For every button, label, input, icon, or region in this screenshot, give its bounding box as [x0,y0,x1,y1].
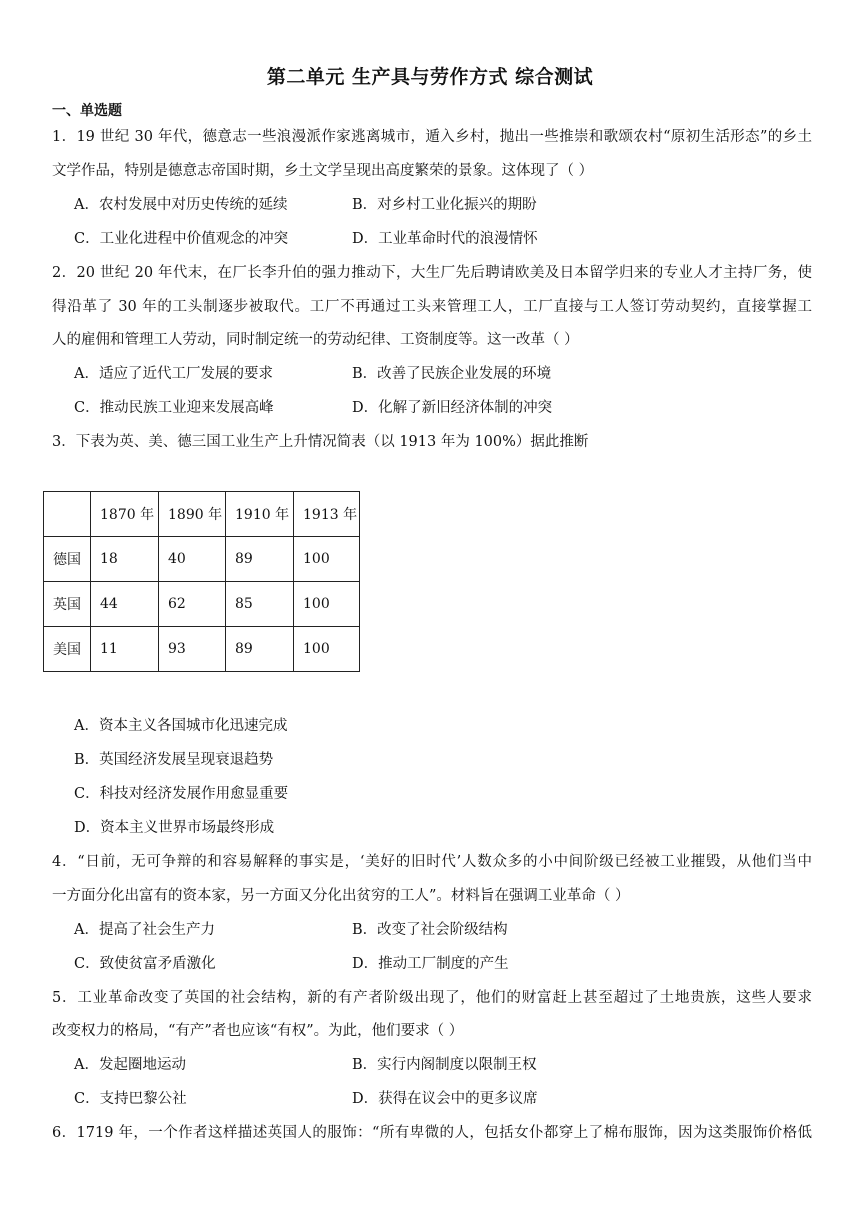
question-5-line-2: 改变权力的格局，“有产”者也应该“有权”。为此，他们要求（ ） [52,1023,464,1039]
table-cell: 40 [159,537,226,582]
question-3-option-c[interactable]: C．科技对经济发展作用愈显重要 [74,786,289,802]
table-header-cell: 1870 年 [91,492,159,537]
table-cell: 85 [226,582,294,627]
question-5-option-c[interactable]: C．支持巴黎公社 [74,1091,187,1107]
question-1-option-a[interactable]: A．农村发展中对历史传统的延续 [74,197,288,213]
table-cell: 62 [159,582,226,627]
table-header-row [44,492,360,537]
industrial-production-table [43,491,360,672]
question-1-option-b[interactable]: B．对乡村工业化振兴的期盼 [352,197,537,213]
question-2-option-c[interactable]: C．推动民族工业迎来发展高峰 [74,400,274,416]
table-cell: 美国 [44,627,91,672]
table-cell: 德国 [44,537,91,582]
question-1-line-2: 文学作品，特别是德意志帝国时期，乡土文学呈现出高度繁荣的景象。这体现了（ ） [52,163,594,179]
question-5-option-a[interactable]: A．发起圈地运动 [74,1057,186,1073]
table-row [44,537,360,582]
table-cell: 18 [91,537,159,582]
question-5-option-d[interactable]: D．获得在议会中的更多议席 [352,1091,538,1107]
table-cell: 100 [294,582,360,627]
question-2-option-b[interactable]: B．改善了民族企业发展的环境 [352,366,552,382]
question-1-line-1: 1．19 世纪 30 年代，德意志一些浪漫派作家逃离城市，遁入乡村，抛出一些推崇和歌颂农村“原初生活形态”的乡土 [52,129,812,145]
table-cell: 100 [294,627,360,672]
table-cell: 89 [226,627,294,672]
question-3-option-a[interactable]: A．资本主义各国城市化迅速完成 [74,718,288,734]
table-row [44,627,360,672]
table-header-cell: 1913 年 [294,492,360,537]
table-header-cell: 1910 年 [226,492,294,537]
question-2-option-a[interactable]: A．适应了近代工厂发展的要求 [74,366,273,382]
question-4-option-a[interactable]: A．提高了社会生产力 [74,922,215,938]
table-cell: 100 [294,537,360,582]
question-1-option-c[interactable]: C．工业化进程中价值观念的冲突 [74,231,289,247]
table-cell: 89 [226,537,294,582]
question-1-option-d[interactable]: D．工业革命时代的浪漫情怀 [352,231,538,247]
question-5-option-b[interactable]: B．实行内阁制度以限制王权 [352,1057,537,1073]
question-5-line-1: 5．工业革命改变了英国的社会结构，新的有产者阶级出现了，他们的财富赶上甚至超过了土地贵族，这些人要求 [52,990,812,1006]
question-4-line-1: 4．“日前，无可争辩的和容易解释的事实是，‘美好的旧时代’人数众多的小中间阶级已经被工业摧毁，从他们当中 [52,854,812,870]
question-2-line-1: 2．20 世纪 20 年代末，在厂长李升伯的强力推动下，大生厂先后聘请欧美及日本留学归来的专业人才主持厂务，使 [52,265,812,281]
question-3-option-b[interactable]: B．英国经济发展呈现衰退趋势 [74,752,274,768]
page-title: 第二单元 生产具与劳作方式 综合测试 [266,66,594,88]
question-2-line-2: 得沿革了 30 年的工头制逐步被取代。工厂不再通过工头来管理工人，工厂直接与工人签订劳动契约，直接掌握工 [52,299,812,315]
question-4-option-d[interactable]: D．推动工厂制度的产生 [352,956,509,972]
question-3-option-d[interactable]: D．资本主义世界市场最终形成 [74,820,275,836]
table-cell: 93 [159,627,226,672]
question-4-option-c[interactable]: C．致使贫富矛盾激化 [74,956,216,972]
question-4-option-b[interactable]: B．改变了社会阶级结构 [352,922,508,938]
table-cell: 英国 [44,582,91,627]
table-row [44,582,360,627]
question-2-line-3: 人的雇佣和管理工人劳动，同时制定统一的劳动纪律、工资制度等。这一改革（ ） [52,332,579,348]
question-3-line-1: 3．下表为英、美、德三国工业生产上升情况简表（以 1913 年为 100%）据此推断 [52,434,589,450]
table-cell: 11 [91,627,159,672]
question-6-line-1: 6．1719 年，一个作者这样描述英国人的服饰：“所有卑微的人，包括女仆都穿上了棉布服饰，因为这类服饰价格低 [52,1125,812,1141]
table-header-cell: 1890 年 [159,492,226,537]
question-4-line-2: 一方面分化出富有的资本家，另一方面又分化出贫穷的工人”。材料旨在强调工业革命（ ） [52,888,630,904]
question-2-option-d[interactable]: D．化解了新旧经济体制的冲突 [352,400,553,416]
table-cell: 44 [91,582,159,627]
section-heading: 一、单选题 [52,103,122,119]
table-header-cell [44,492,91,537]
